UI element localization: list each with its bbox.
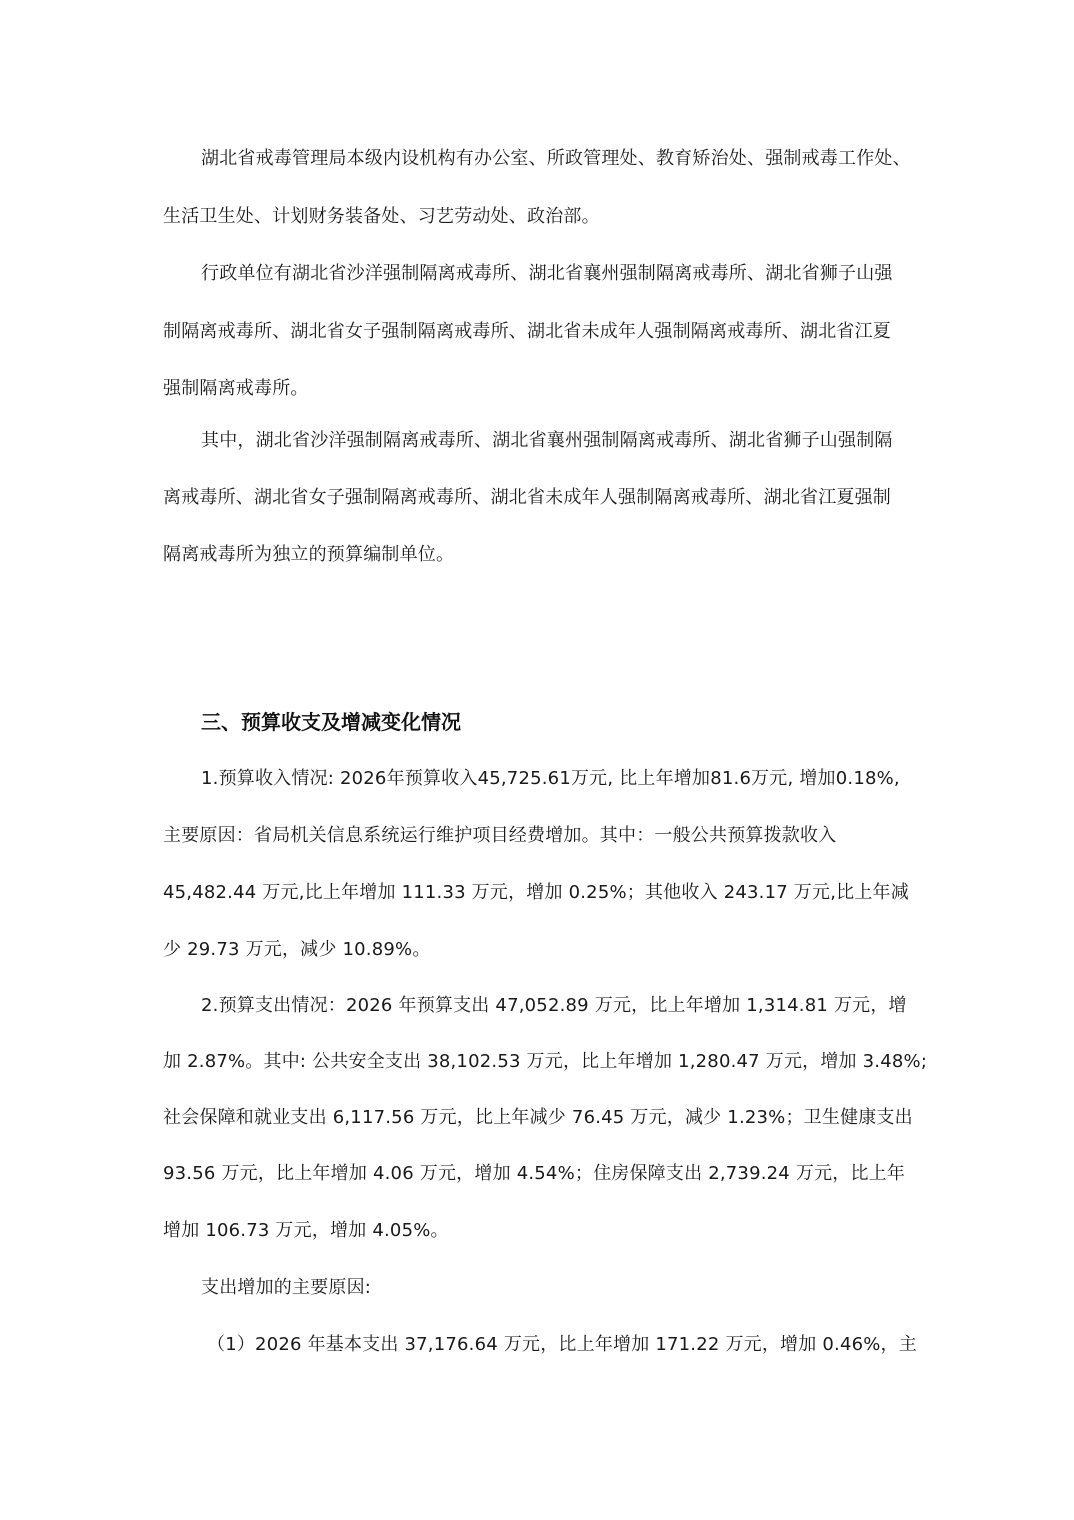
para3-line-1: 其中，湖北省沙洋强制隔离戒毒所、湖北省襄州强制隔离戒毒所、湖北省狮子山强制隔 — [201, 430, 893, 451]
para2-line-3: 强制隔离戒毒所。 — [163, 378, 309, 399]
income-line-3: 45,482.44 万元,比上年增加 111.33 万元，增加 0.25%；其他收入 243.17 万元,比上年减 — [163, 882, 909, 903]
para1-line-1: 湖北省戒毒管理局本级内设机构有办公室、所政管理处、教育矫治处、强制戒毒工作处、 — [201, 148, 911, 169]
reason-item-1: （1）2026 年基本支出 37,176.64 万元，比上年增加 171.22 万元，增加 0.46%，主 — [207, 1334, 917, 1355]
income-line-2: 主要原因：省局机关信息系统运行维护项目经费增加。其中：一般公共预算拨款收入 — [163, 825, 837, 846]
income-line-1: 1.预算收入情况: 2026年预算收入45,725.61万元, 比上年增加81.6万元, 增加0.18%, — [201, 768, 900, 789]
income-line-4: 少 29.73 万元，减少 10.89%。 — [163, 939, 431, 960]
expenditure-line-5: 增加 106.73 万元，增加 4.05%。 — [163, 1220, 449, 1241]
expenditure-line-3: 社会保障和就业支出 6,117.56 万元，比上年减少 76.45 万元，减少 1.23%；卫生健康支出 — [163, 1107, 913, 1128]
expenditure-line-2: 加 2.87%。其中: 公共安全支出 38,102.53 万元，比上年增加 1,280.47 万元，增加 3.48%; — [163, 1051, 928, 1072]
para1-line-2: 生活卫生处、计划财务装备处、习艺劳动处、政治部。 — [163, 206, 600, 227]
para3-line-2: 离戒毒所、湖北省女子强制隔离戒毒所、湖北省未成年人强制隔离戒毒所、湖北省江夏强制 — [163, 487, 891, 508]
section-heading: 三、预算收支及增减变化情况 — [201, 710, 461, 734]
para3-line-3: 隔离戒毒所为独立的预算编制单位。 — [163, 544, 455, 565]
expenditure-line-1: 2.预算支出情况：2026 年预算支出 47,052.89 万元，比上年增加 1,314.81 万元，增 — [201, 995, 907, 1016]
para2-line-1: 行政单位有湖北省沙洋强制隔离戒毒所、湖北省襄州强制隔离戒毒所、湖北省狮子山强 — [201, 263, 893, 284]
expenditure-line-4: 93.56 万元，比上年增加 4.06 万元，增加 4.54%；住房保障支出 2,739.24 万元，比上年 — [163, 1163, 906, 1184]
para2-line-2: 制隔离戒毒所、湖北省女子强制隔离戒毒所、湖北省未成年人强制隔离戒毒所、湖北省江夏 — [163, 321, 891, 342]
reasons-label: 支出增加的主要原因: — [201, 1277, 372, 1298]
